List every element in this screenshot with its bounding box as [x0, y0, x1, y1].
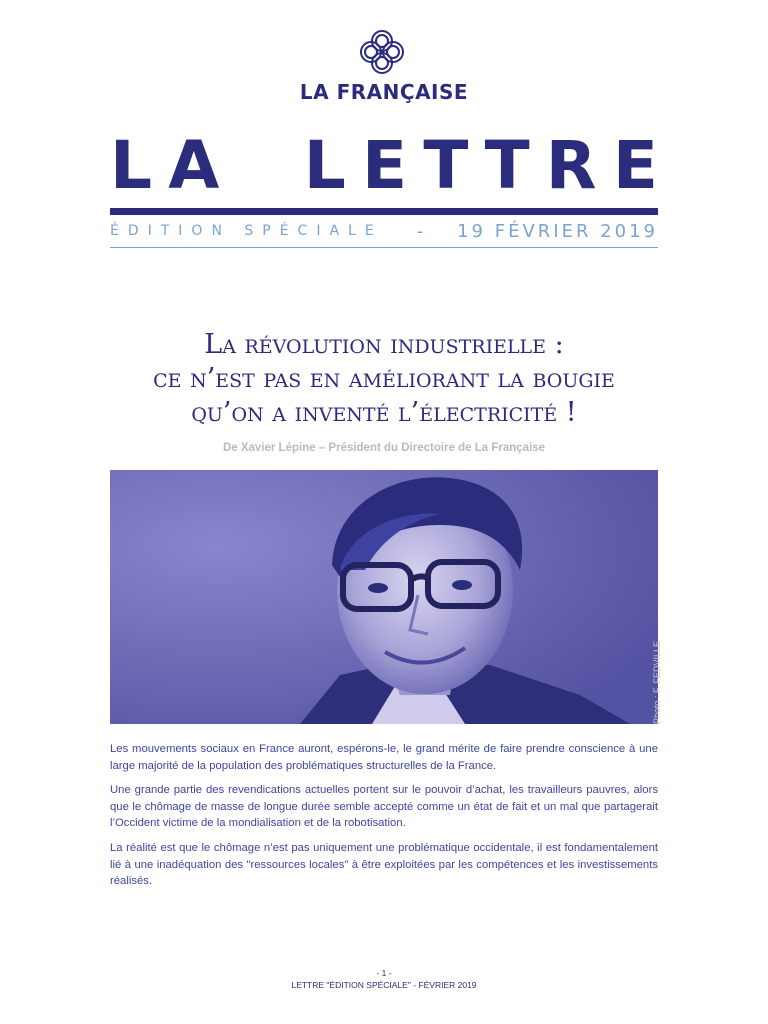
- article-headline: [80, 328, 688, 430]
- headline-line: ce n’est pas en améliorant la bougie: [153, 363, 615, 394]
- masthead-rule: [110, 208, 658, 215]
- article-byline: De Xavier Lépine – Président du Directoire de La Française: [222, 442, 546, 454]
- portrait-illustration: [110, 470, 658, 724]
- footer-note: LETTRE "ÉDITION SPÉCIALE" - FÉVRIER 2019: [291, 980, 477, 990]
- masthead-letter: T: [423, 127, 469, 204]
- headline-line: qu’on a inventé l’électricité !: [191, 397, 577, 428]
- masthead-letter: L: [303, 127, 346, 204]
- brand-name: LA FRANÇAISE: [299, 80, 469, 104]
- body-paragraph: La réalité est que le chômage n’est pas uniquement une problématique occidentale, il est fondamentalement lié à une inadéquation des "ressources locales" à être exploitées par les compétences et les investissements réalisés.: [110, 841, 658, 888]
- photo-credit: Photo : F. FEDVILLE: [652, 640, 662, 724]
- body-paragraph: Une grande partie des revendications actuelles portent sur le pouvoir d’achat, les travailleurs pauvres, alors que le chômage de masse de longue durée semble accepté comme un état de fait et un mal que partagerait l’Occident victime de la mondialisation et de la robotisation.: [110, 784, 658, 830]
- edition-separator: -: [416, 220, 424, 242]
- masthead-letter: T: [484, 127, 530, 204]
- author-portrait: [110, 470, 658, 724]
- edition-line: [110, 220, 658, 242]
- article-body: [110, 741, 658, 898]
- edition-label: ÉDITION SPÉCIALE: [110, 223, 383, 239]
- masthead-letter: E: [362, 127, 408, 204]
- body-paragraph: Les mouvements sociaux en France auront, espérons-le, le grand mérite de faire prendre conscience à une large majorité de la population des problématiques structurelles de la France.: [110, 743, 658, 772]
- masthead-letter: L: [110, 127, 153, 204]
- page-number: - 1 -: [376, 968, 392, 978]
- edition-rule: [110, 247, 658, 248]
- masthead-letter: A: [168, 127, 220, 204]
- headline-line: La révolution industrielle :: [204, 329, 564, 360]
- knot-logo-icon: [356, 26, 408, 78]
- edition-date: 19 FÉVRIER 2019: [457, 220, 658, 242]
- masthead-letter: E: [612, 127, 658, 204]
- masthead-letter: R: [545, 127, 597, 204]
- masthead-title: [110, 127, 658, 204]
